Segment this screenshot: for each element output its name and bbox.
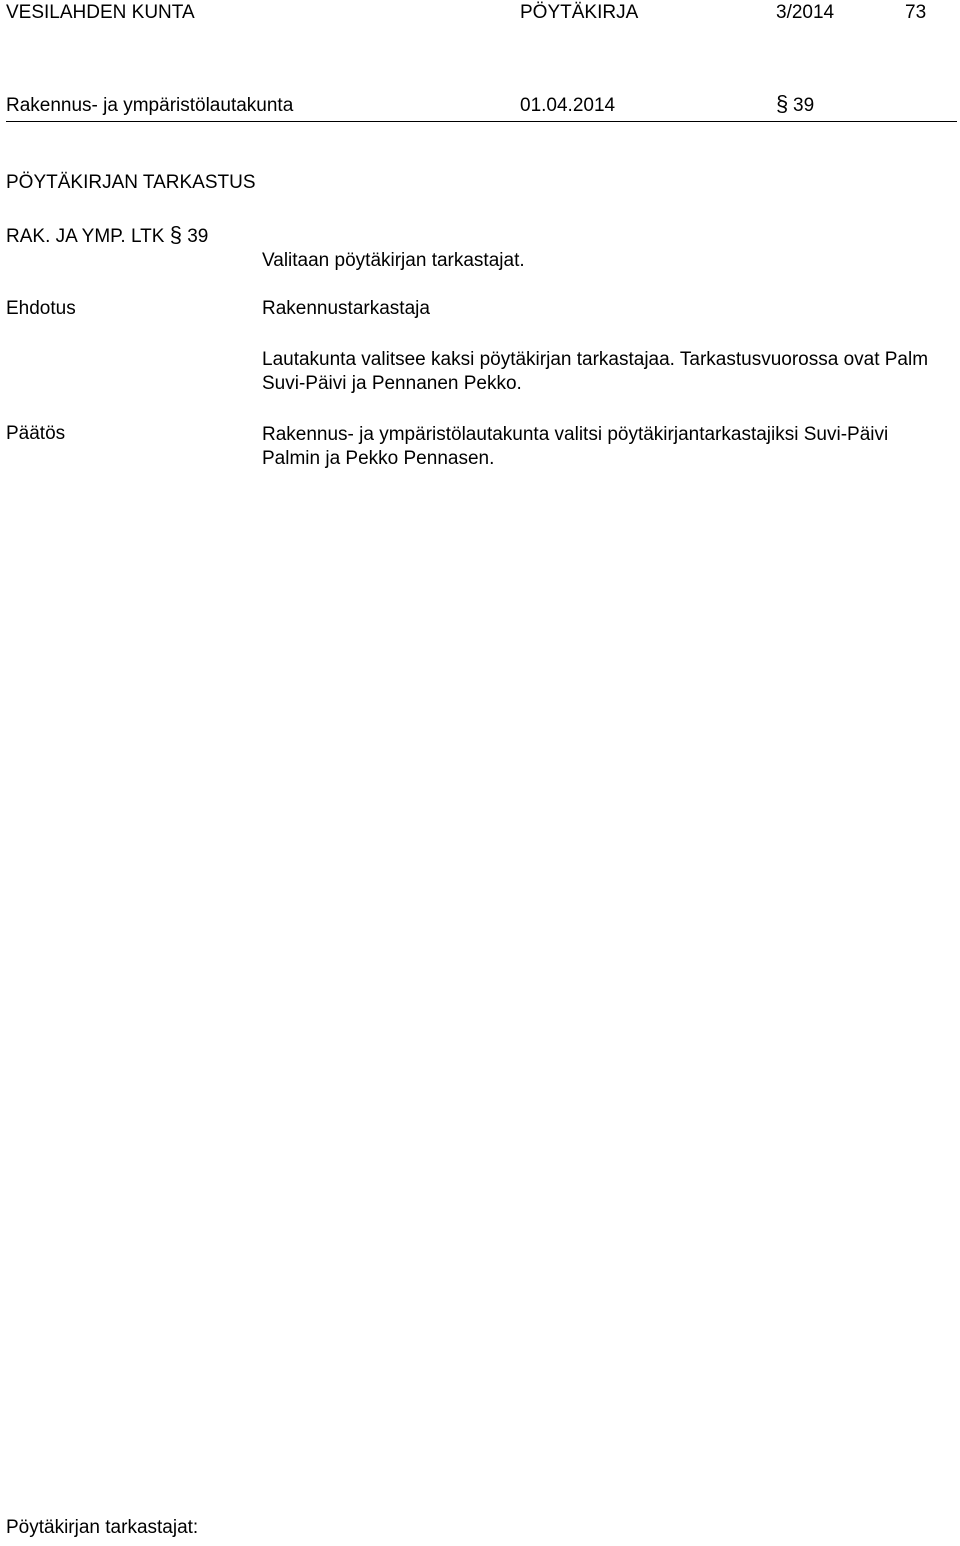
item-reference-symbol: § — [169, 222, 182, 247]
proposal-label: Ehdotus — [6, 298, 76, 319]
section-symbol: § — [776, 91, 789, 116]
decision-text: Rakennus- ja ympäristölautakunta valitsi pöytäkirjantarkastajiksi Suvi-Päivi Palmin ja Pekko Pennasen. — [262, 424, 889, 469]
item-reference — [6, 224, 208, 248]
municipality-name: VESILAHDEN KUNTA — [6, 2, 195, 23]
item-reference-number: 39 — [187, 226, 209, 247]
signature-label: Pöytäkirjan tarkastajat: — [6, 1517, 199, 1538]
section-number: 39 — [793, 95, 815, 116]
decision-label: Päätös — [6, 423, 66, 444]
page-number: 73 — [905, 2, 927, 23]
committee-name: Rakennus- ja ympäristölautakunta — [6, 95, 294, 116]
meeting-date: 01.04.2014 — [520, 95, 616, 116]
item-reference-prefix: RAK. JA YMP. LTK — [6, 226, 165, 247]
proposal-text: Lautakunta valitsee kaksi pöytäkirjan tarkastajaa. Tarkastusvuorossa ovat Palm Suvi-Päivi ja Pennanen Pekko. — [262, 349, 929, 394]
header-divider — [6, 121, 957, 122]
proposal-author: Rakennustarkastaja — [262, 298, 430, 319]
item-intro: Valitaan pöytäkirjan tarkastajat. — [262, 250, 525, 271]
item-title: PÖYTÄKIRJAN TARKASTUS — [6, 172, 256, 193]
document-type: PÖYTÄKIRJA — [520, 2, 639, 23]
issue-number: 3/2014 — [776, 2, 835, 23]
